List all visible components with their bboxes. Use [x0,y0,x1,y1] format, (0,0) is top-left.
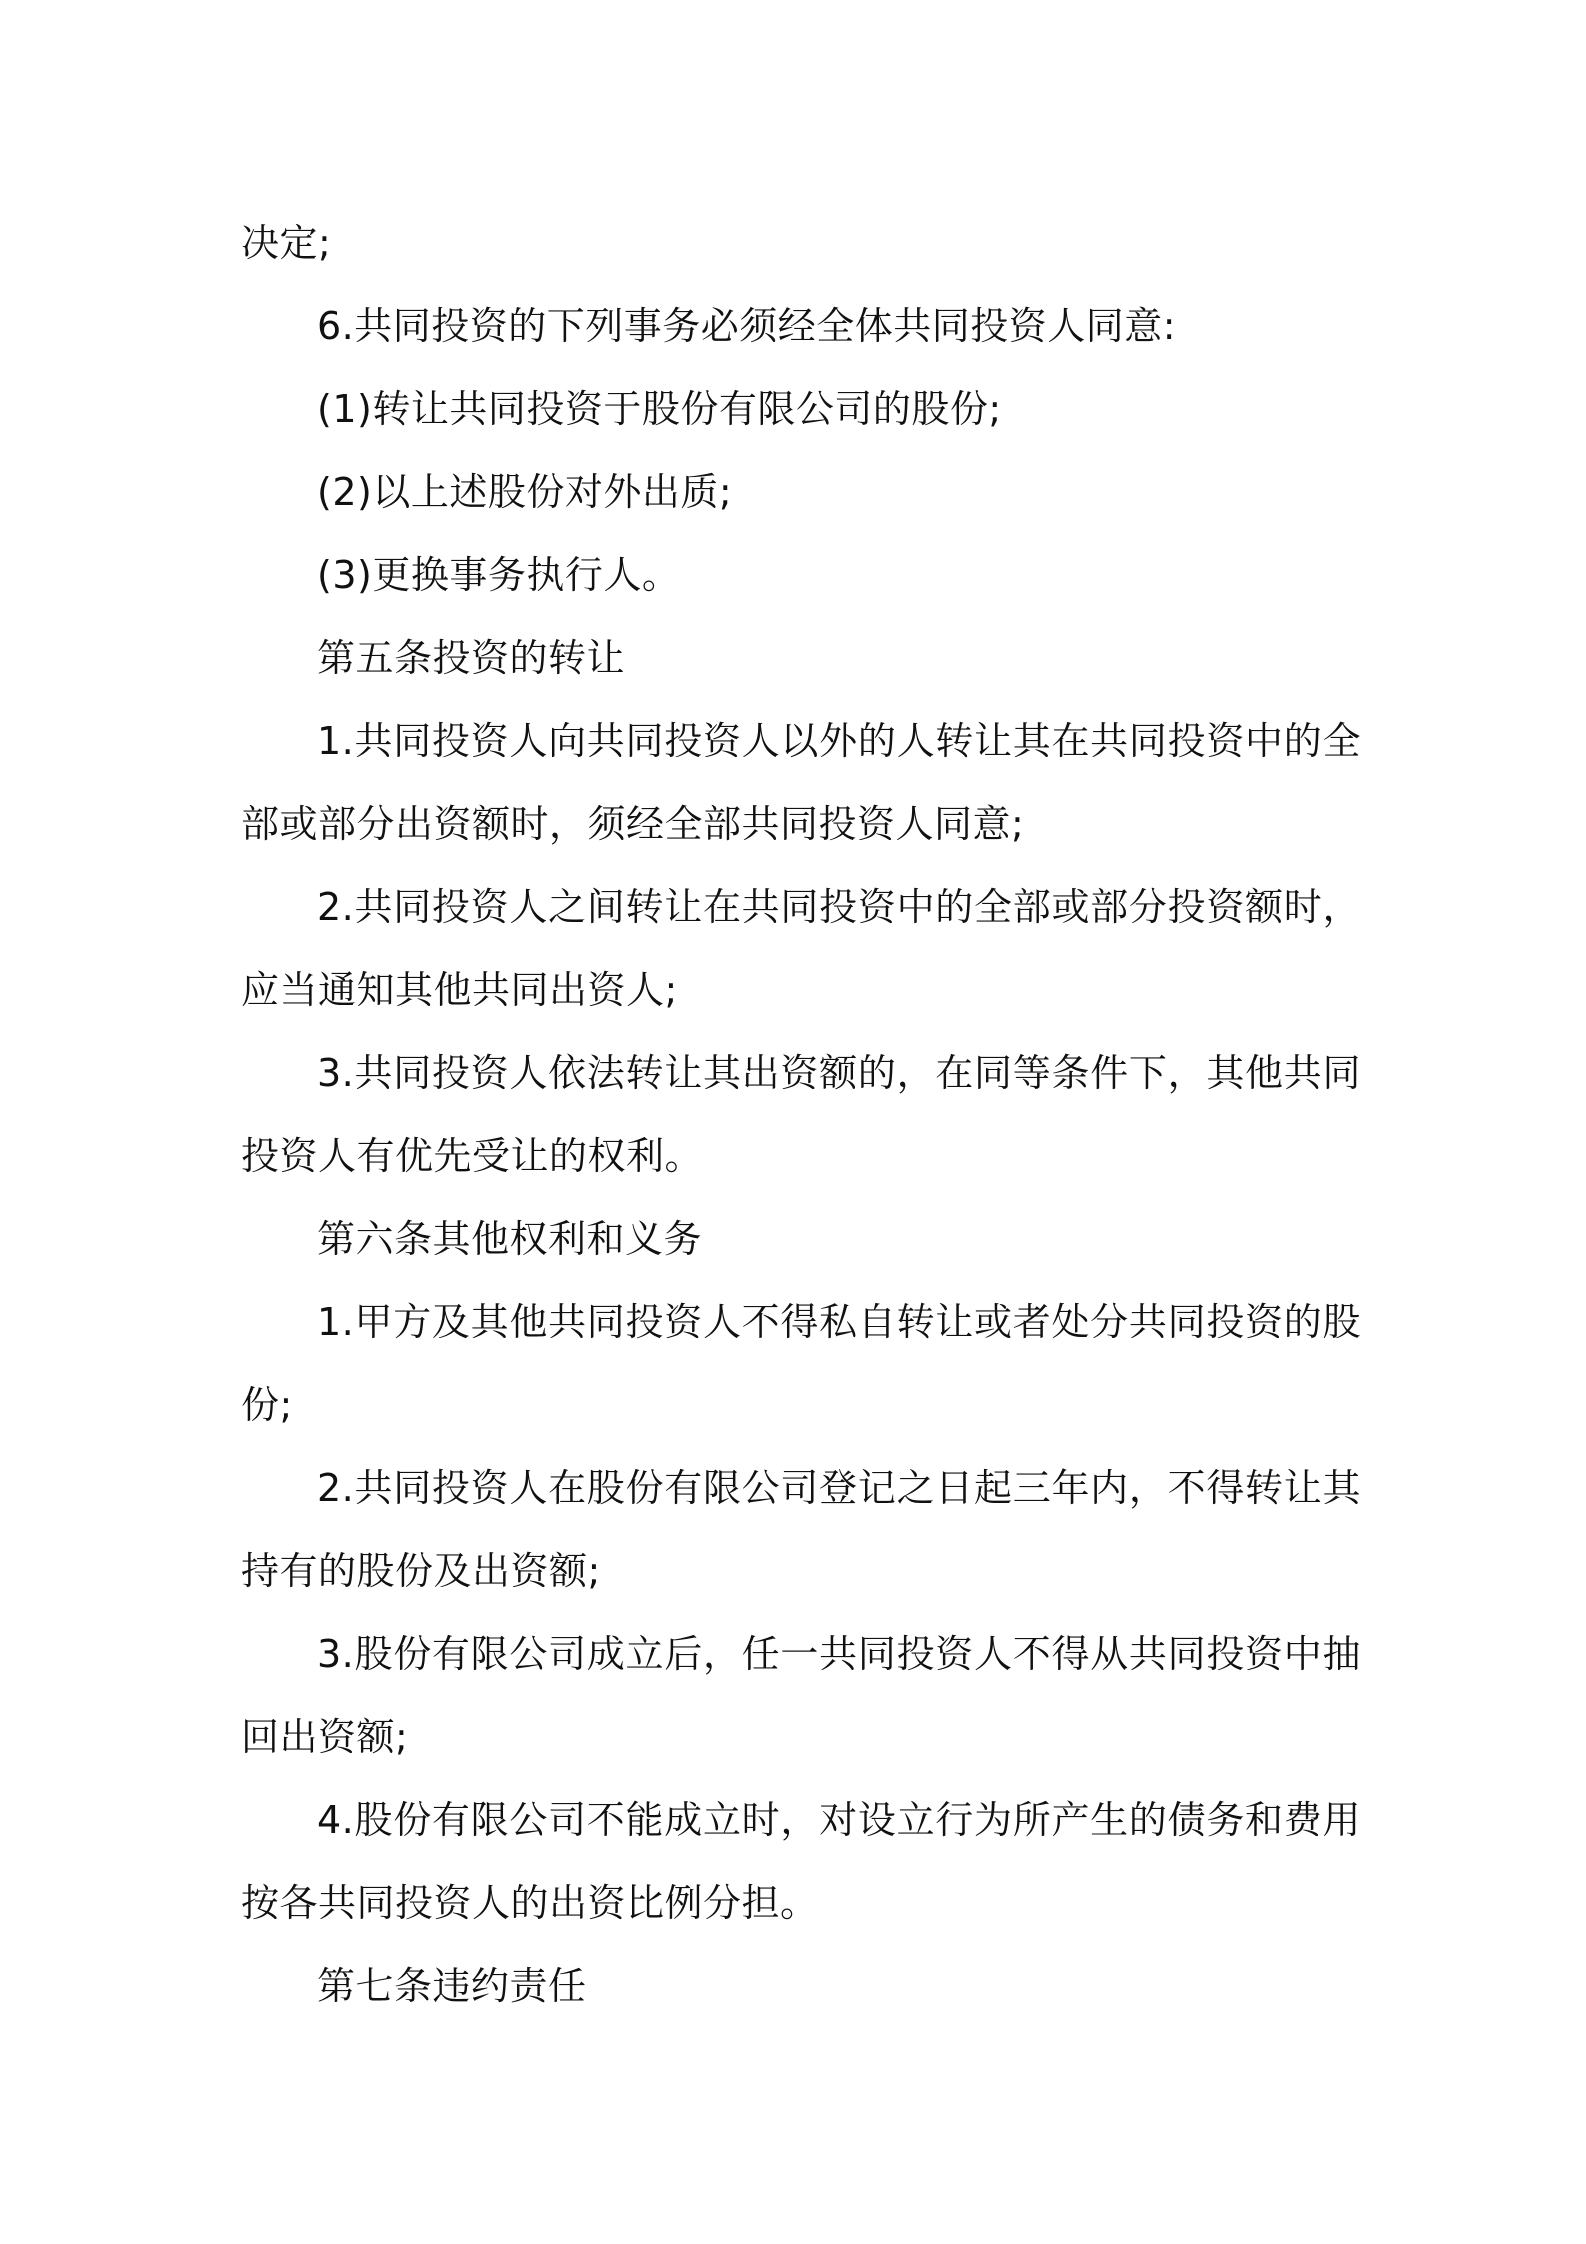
paragraph-article-6-clause-2: 2.共同投资人在股份有限公司登记之日起三年内，不得转让其持有的股份及出资额; [241,1466,1361,1593]
heading-article-6: 第六条其他权利和义务 [317,1217,703,1261]
paragraph-article-6-clause-1: 1.甲方及其他共同投资人不得私自转让或者处分共同投资的股份; [241,1300,1361,1427]
paragraph-item-3: (3)更换事务执行人。 [317,553,681,597]
paragraph-item-2: (2)以上述股份对外出质; [317,470,733,514]
paragraph-item-1: (1)转让共同投资于股份有限公司的股份; [317,387,1002,431]
paragraph-article-5-clause-3: 3.共同投资人依法转让其出资额的，在同等条件下，其他共同投资人有优先受让的权利。 [241,1051,1361,1178]
paragraph-article-5-clause-2: 2.共同投资人之间转让在共同投资中的全部或部分投资额时，应当通知其他共同出资人; [241,885,1361,1012]
heading-article-7: 第七条违约责任 [317,1964,587,2008]
paragraph-article-6-clause-4: 4.股份有限公司不能成立时，对设立行为所产生的债务和费用按各共同投资人的出资比例分担。 [241,1798,1361,1925]
paragraph-clause-6: 6.共同投资的下列事务必须经全体共同投资人同意: [317,304,1177,348]
heading-article-5: 第五条投资的转让 [317,636,626,680]
paragraph-fragment-decision: 决定; [241,221,332,265]
paragraph-article-6-clause-3: 3.股份有限公司成立后，任一共同投资人不得从共同投资中抽回出资额; [241,1632,1361,1759]
paragraph-article-5-clause-1: 1.共同投资人向共同投资人以外的人转让其在共同投资中的全部或部分出资额时，须经全部共同投资人同意; [241,719,1361,846]
document-body [241,202,1361,2028]
